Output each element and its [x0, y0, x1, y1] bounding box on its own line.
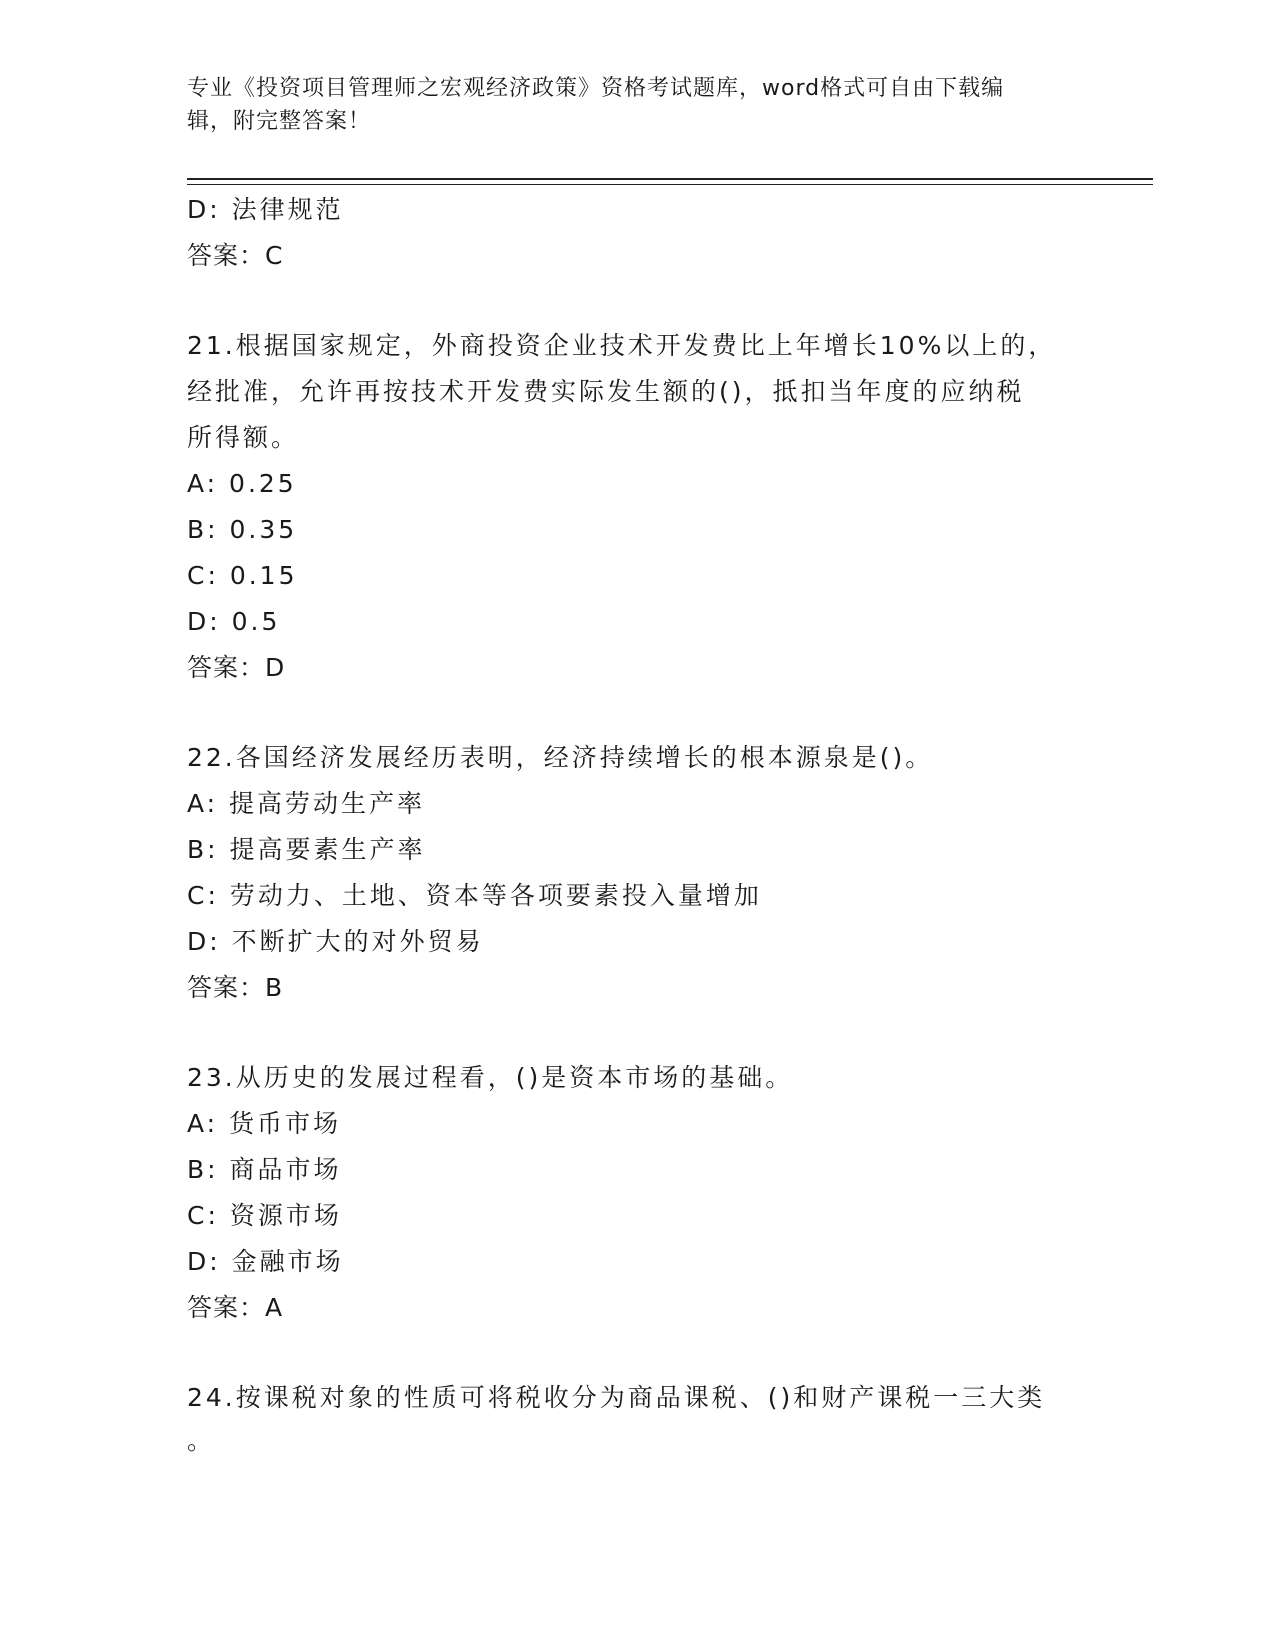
answer: 答案：A — [187, 1293, 284, 1322]
option-a: A: 货币市场 — [187, 1109, 342, 1138]
question-22 — [187, 735, 1077, 1011]
answer: 答案：B — [187, 973, 284, 1002]
option-b: B: 商品市场 — [187, 1155, 342, 1184]
header-rule-thick — [187, 178, 1153, 180]
spacer — [187, 279, 1077, 323]
question-content — [187, 187, 1077, 1461]
option-c: C: 资源市场 — [187, 1201, 342, 1230]
header-line-2: 辑，附完整答案！ — [187, 109, 372, 134]
spacer — [187, 1011, 1077, 1055]
option-d: D: 0.5 — [187, 607, 281, 636]
option-d: D: 不断扩大的对外贸易 — [187, 927, 484, 956]
question-24 — [187, 1375, 1077, 1461]
header-line-1: 专业《投资项目管理师之宏观经济政策》资格考试题库，word格式可自由下载编 — [187, 76, 1005, 101]
option-b: B: 提高要素生产率 — [187, 835, 426, 864]
question-stem-line: 22.各国经济发展经历表明，经济持续增长的根本源泉是()。 — [187, 743, 934, 772]
question-stem-line: 24.按课税对象的性质可将税收分为商品课税、()和财产课税一三大类 — [187, 1383, 1046, 1412]
prev-answer: 答案：C — [187, 241, 284, 270]
header-rule-thin — [187, 184, 1153, 185]
question-stem-line: 所得额。 — [187, 423, 300, 452]
option-c: C: 劳动力、土地、资本等各项要素投入量增加 — [187, 881, 762, 910]
option-b: B: 0.35 — [187, 515, 298, 544]
option-a: A: 提高劳动生产率 — [187, 789, 426, 818]
question-stem-line: 21.根据国家规定，外商投资企业技术开发费比上年增长10%以上的， — [187, 331, 1057, 360]
option-c: C: 0.15 — [187, 561, 298, 590]
spacer — [187, 1331, 1077, 1375]
option-d: D: 金融市场 — [187, 1247, 344, 1276]
question-21 — [187, 323, 1077, 691]
prev-option-d: D: 法律规范 — [187, 195, 344, 224]
page-header — [187, 72, 1077, 138]
option-a: A: 0.25 — [187, 469, 297, 498]
answer: 答案：D — [187, 653, 286, 682]
spacer — [187, 691, 1077, 735]
question-23 — [187, 1055, 1077, 1331]
question-stem-line: 。 — [187, 1426, 216, 1455]
question-stem-line: 经批准，允许再按技术开发费实际发生额的()，抵扣当年度的应纳税 — [187, 377, 1025, 406]
question-stem-line: 23.从历史的发展过程看，()是资本市场的基础。 — [187, 1063, 794, 1092]
